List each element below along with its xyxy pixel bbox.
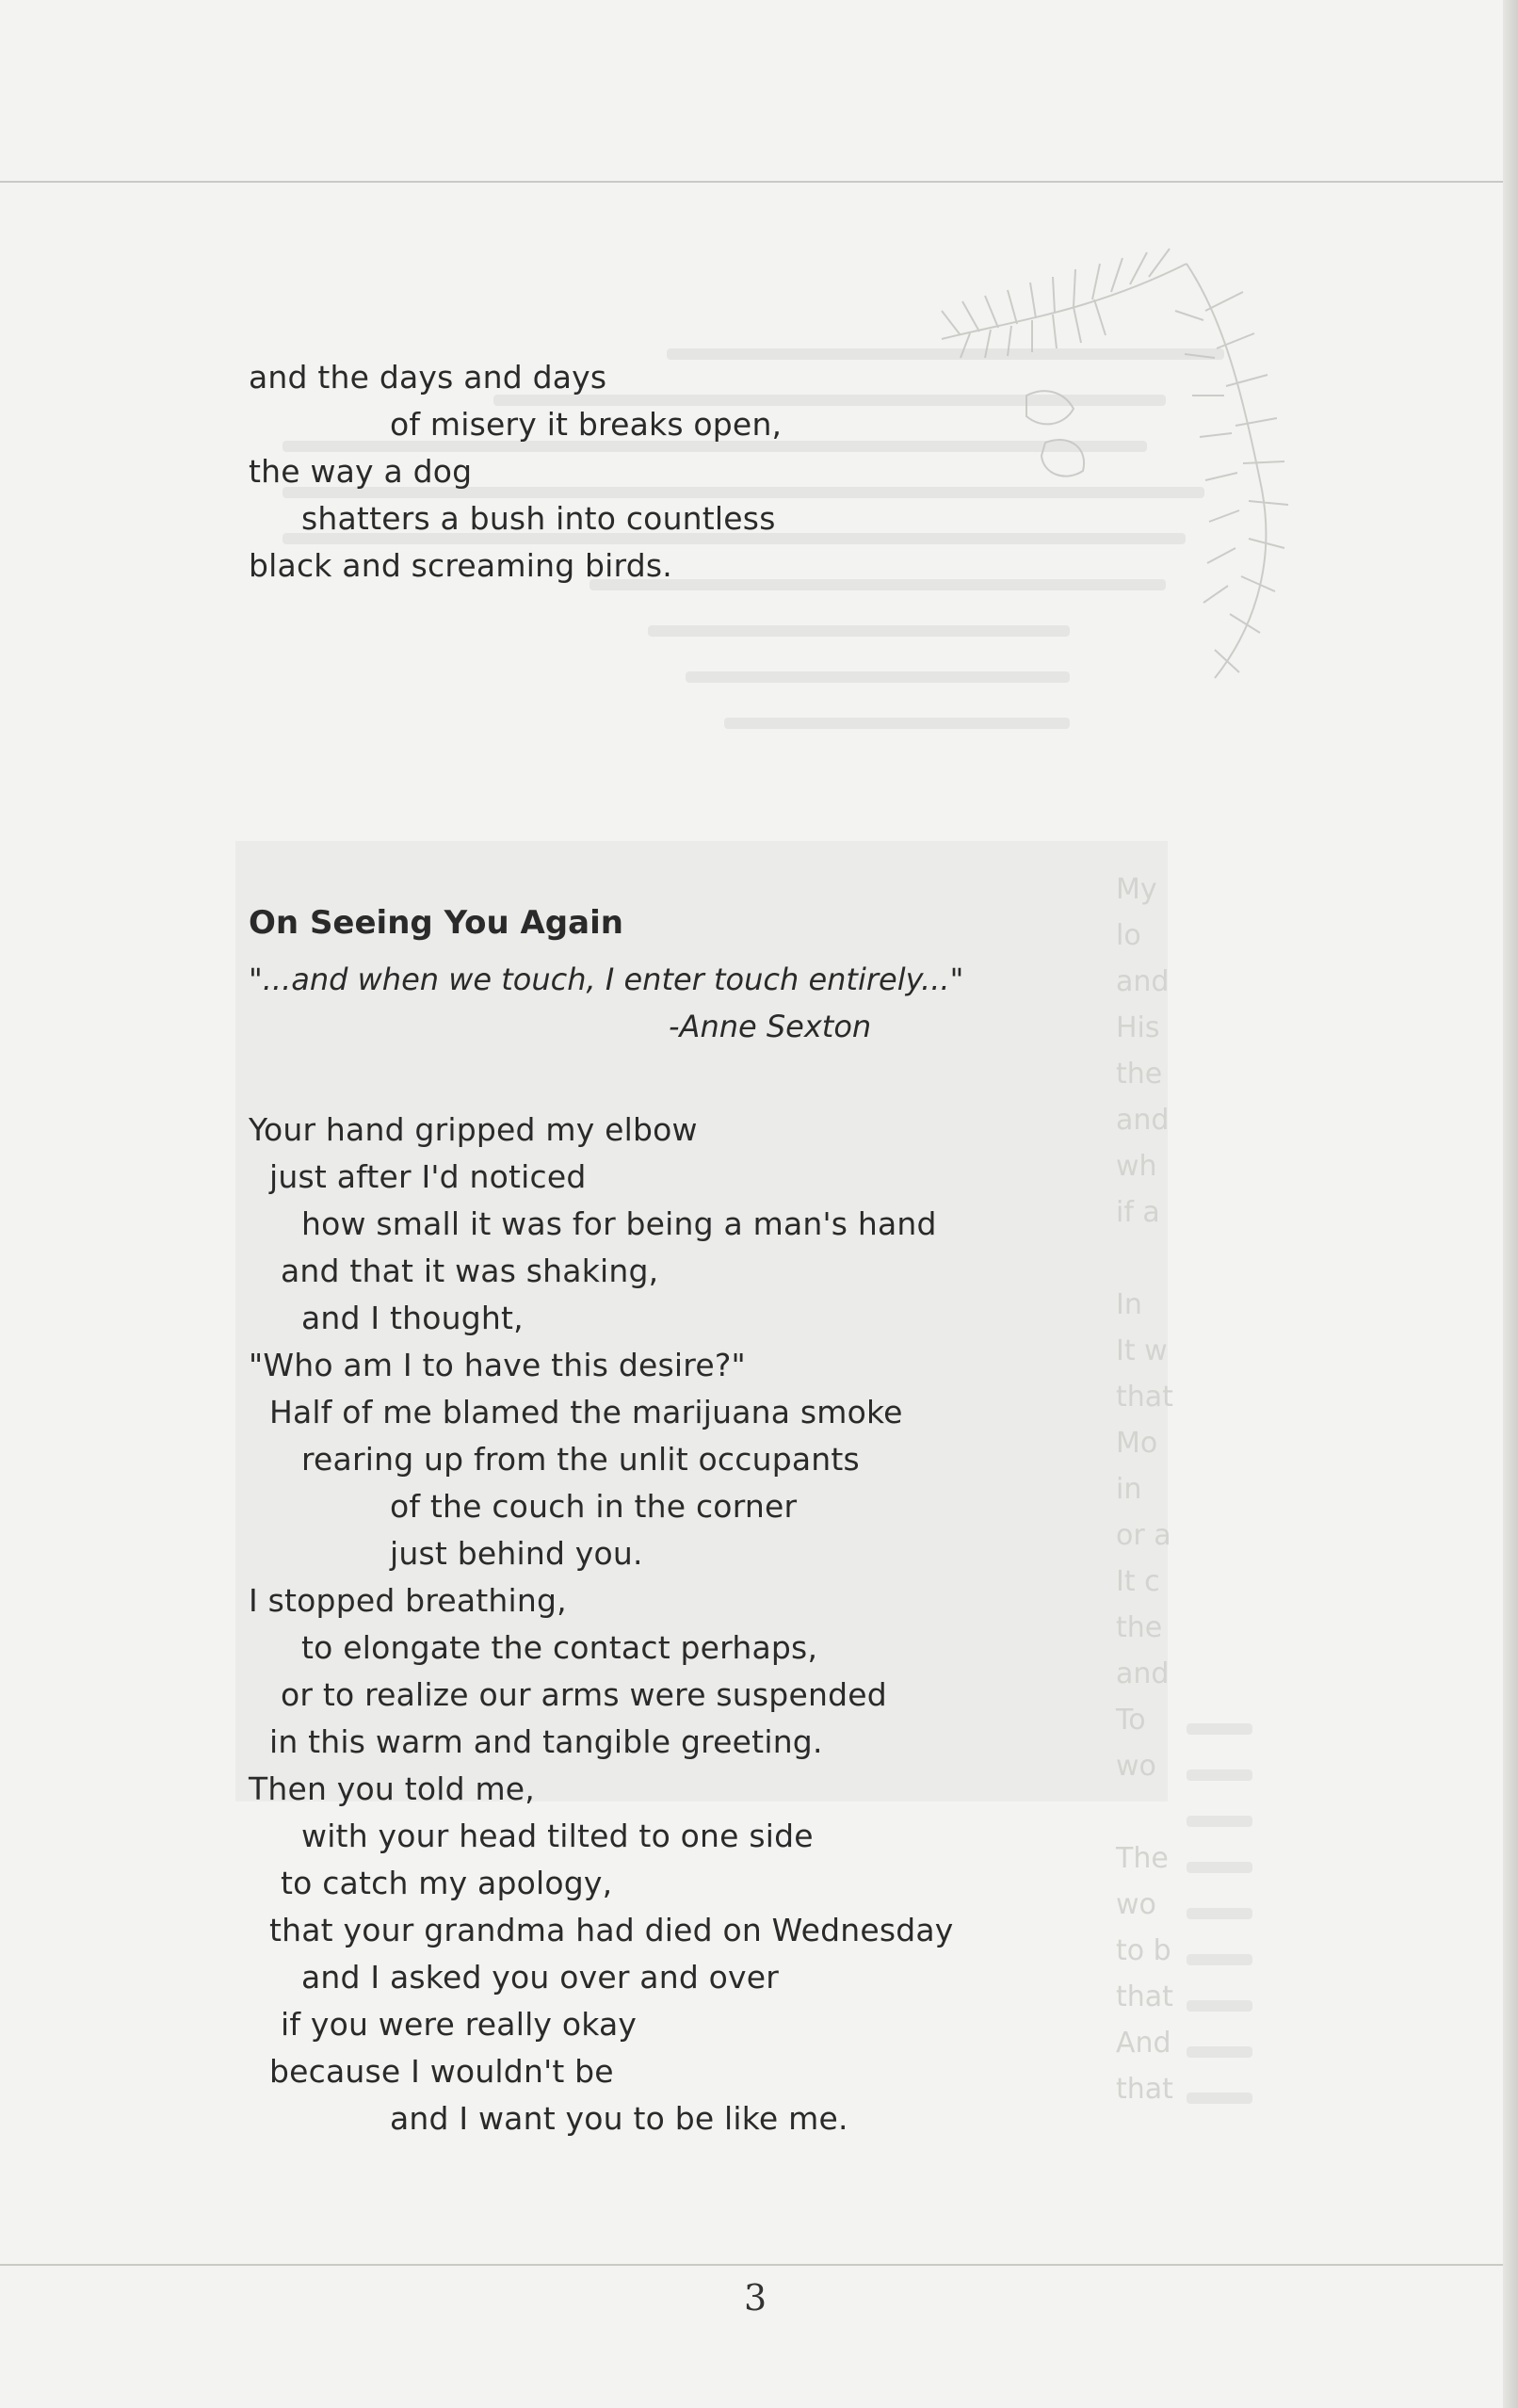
poem-line: shatters a bush into countless [301, 500, 776, 537]
page-number: 3 [744, 2277, 767, 2319]
top-rule [0, 181, 1507, 183]
poem-line: I stopped breathing, [249, 1582, 567, 1619]
poem-line: to catch my apology, [281, 1865, 613, 1901]
poem-line: rearing up from the unlit occupants [301, 1441, 860, 1478]
poem-line: black and screaming birds. [249, 547, 672, 584]
poem-line: and I thought, [301, 1300, 524, 1336]
poem-body [249, 1107, 954, 2142]
poem-line: that your grandma had died on Wednesday [269, 1912, 954, 1948]
poem-line: Your hand gripped my elbow [249, 1111, 698, 1148]
poem-line: and that it was shaking, [281, 1252, 659, 1289]
poem-line: of the couch in the corner [390, 1488, 798, 1525]
poem-line: if you were really okay [281, 2006, 638, 2043]
poem-line: to elongate the contact perhaps, [301, 1629, 818, 1666]
poem-line: the way a dog [249, 453, 473, 490]
epigraph-attribution: -Anne Sexton [669, 1009, 872, 1044]
poem-title: On Seeing You Again [249, 904, 623, 942]
bottom-rule [0, 2264, 1507, 2266]
epigraph [249, 956, 963, 1050]
poem-line: how small it was for being a man's hand [301, 1205, 937, 1242]
poem-line: just behind you. [390, 1535, 643, 1572]
poem-line: because I wouldn't be [269, 2053, 614, 2090]
poem-line: and the days and days [249, 359, 607, 396]
bleed-through-letters: My lo and His the and wh if a In It w that Mo in or a It c the and To wo The wo to b that And that [1116, 873, 1173, 2106]
poem-line: of misery it breaks open, [390, 406, 783, 443]
poem-line: just after I'd noticed [269, 1158, 587, 1195]
poem-line: Half of me blamed the marijuana smoke [269, 1394, 903, 1430]
epigraph-quote: "...and when we touch, I enter touch entirely..." [249, 962, 964, 997]
poem-line: Then you told me, [249, 1770, 535, 1807]
poem-continuation [249, 354, 782, 590]
poem-line: and I asked you over and over [301, 1959, 780, 1996]
pine-branch-icon [904, 207, 1309, 772]
poem-line: with your head tilted to one side [301, 1818, 814, 1854]
poem-line: in this warm and tangible greeting. [269, 1723, 823, 1760]
page-edge [1503, 0, 1518, 2408]
poem-line: and I want you to be like me. [390, 2100, 848, 2137]
poem-line: or to realize our arms were suspended [281, 1676, 887, 1713]
poem-line: "Who am I to have this desire?" [249, 1347, 746, 1383]
